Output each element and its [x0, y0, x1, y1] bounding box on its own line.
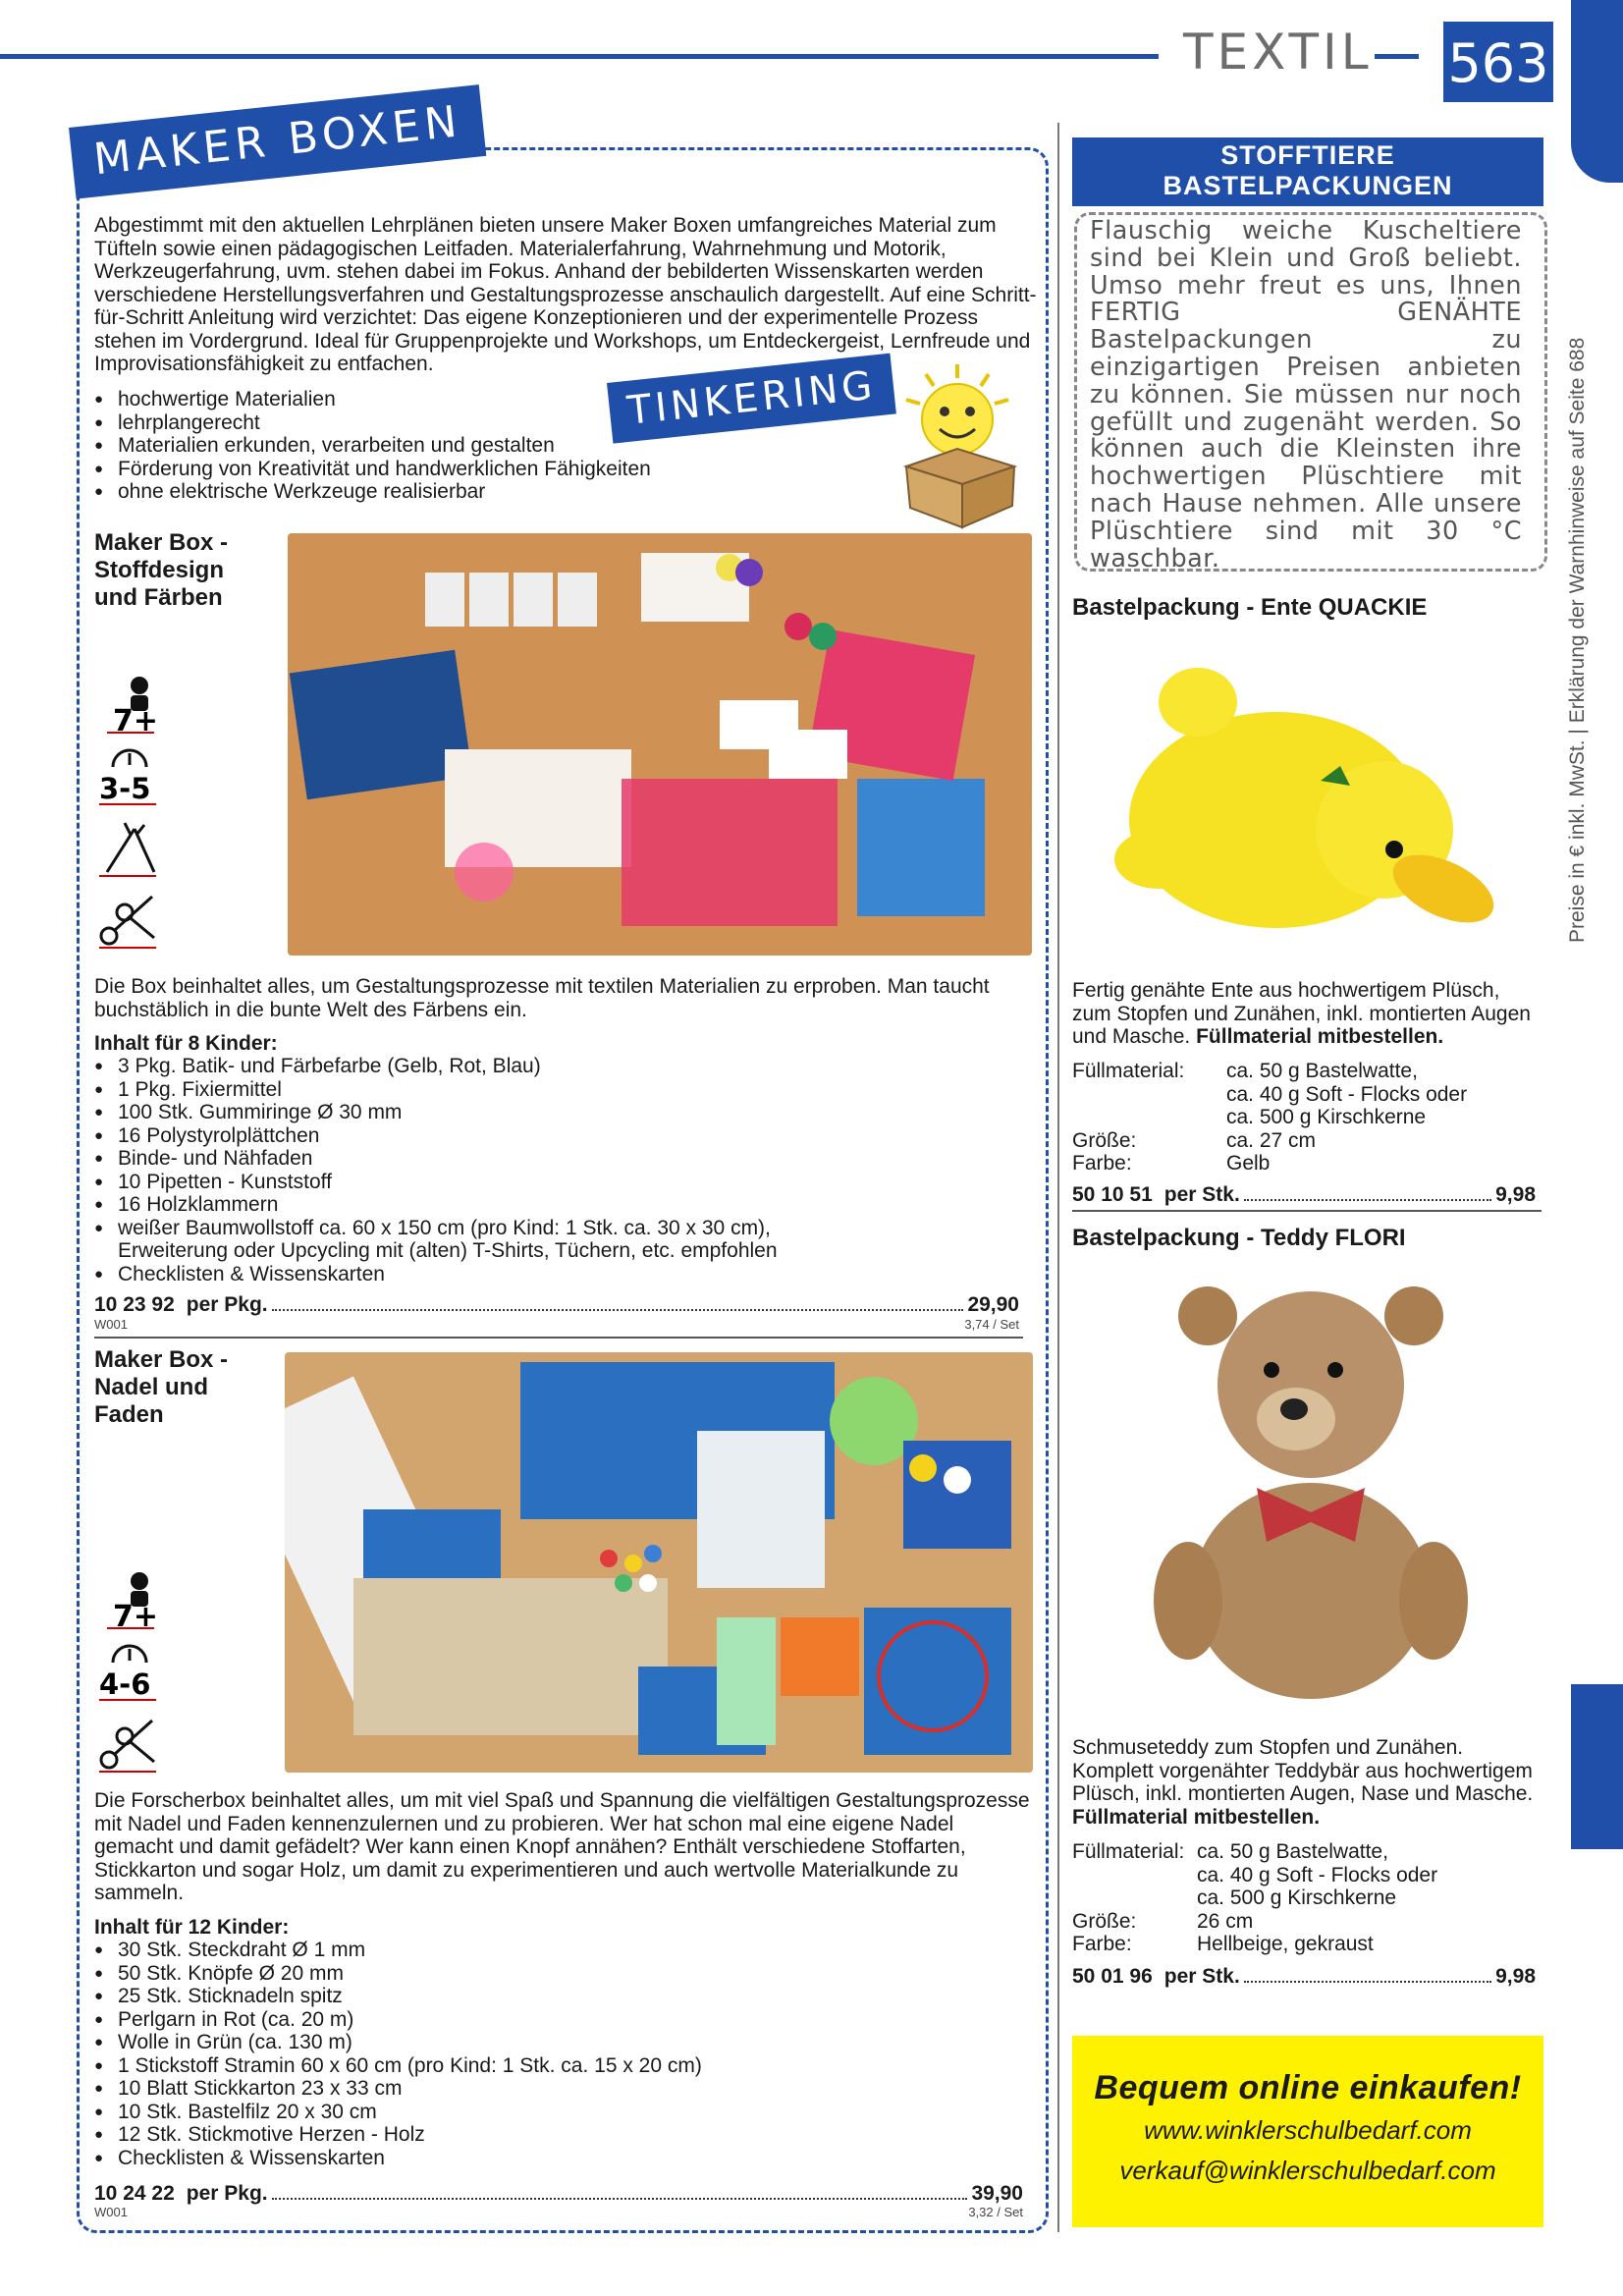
- spec-value: ca. 40 g Soft - Flocks oder: [1226, 1082, 1468, 1106]
- section-title: TEXTIL: [1183, 24, 1373, 81]
- list-item: ● Förderung von Kreativität und handwerklichen Fähigkeiten: [94, 458, 723, 481]
- spec-value: ca. 27 cm: [1226, 1128, 1317, 1152]
- age-label: 7+: [113, 1600, 159, 1630]
- time-icon: [95, 747, 164, 806]
- ente-description: [1072, 979, 1543, 1049]
- list-item: ● 10 Blatt Stickkarton 23 x 33 cm: [94, 2077, 880, 2101]
- heading-line: BASTELPACKUNGEN: [1163, 171, 1453, 200]
- teddy-title: Bastelpackung - Teddy FLORI: [1072, 1225, 1406, 1251]
- spec-label: Farbe:: [1072, 1933, 1132, 1955]
- spec-value: ca. 500 g Kirschkerne: [1226, 1106, 1427, 1128]
- spec-label: Füllmaterial:: [1072, 1060, 1185, 1082]
- tinkering-badge: TINKERING: [607, 354, 896, 444]
- spec-value: ca. 500 g Kirschkerne: [1197, 1886, 1397, 1909]
- contents-heading: Inhalt für 8 Kinder:: [94, 1032, 278, 1055]
- list-item: ● 30 Stk. Steckdraht Ø 1 mm: [94, 1939, 880, 1962]
- pliers-icon: [95, 819, 164, 878]
- spec-label: Farbe:: [1072, 1152, 1132, 1175]
- product2-photo: [285, 1352, 1033, 1773]
- product1-title: Maker Box - Stoffdesign und Färben: [94, 529, 229, 611]
- product1-contents: [94, 1032, 1037, 1285]
- leader-dots: [1244, 1965, 1491, 1983]
- list-item: ● Wolle in Grün (ca. 130 m): [94, 2031, 880, 2054]
- ente-title: Bastelpackung - Ente QUACKIE: [1072, 594, 1428, 621]
- list-item: ● lehrplangerecht: [94, 411, 723, 435]
- product1-icons: [95, 676, 164, 962]
- ente-desc-bold: Füllmaterial mitbestellen.: [1196, 1025, 1444, 1048]
- list-item: ● Checklisten & Wissenskarten: [94, 1263, 880, 1286]
- teddy-specs: [1072, 1840, 1543, 1956]
- header-rule-right: [1375, 54, 1419, 59]
- scissors-icon: [95, 1715, 164, 1774]
- ente-photo: [1100, 633, 1512, 967]
- age-icon: [95, 676, 164, 735]
- spec-label: Größe:: [1072, 1909, 1137, 1933]
- order-number: 10 24 22: [94, 2182, 175, 2205]
- product2-contents: [94, 1916, 1037, 2169]
- sun-box-illustration: [889, 358, 1036, 530]
- spec-value: ca. 50 g Bastelwatte,: [1226, 1060, 1418, 1082]
- shop-online-banner: [1072, 2036, 1543, 2227]
- age-icon: [95, 1571, 164, 1630]
- spec-value: ca. 50 g Bastelwatte,: [1197, 1840, 1388, 1863]
- list-item: ● 3 Pkg. Batik- und Färbefarbe (Gelb, Rot, Blau): [94, 1055, 880, 1078]
- list-item: ● Binde- und Nähfaden: [94, 1147, 880, 1171]
- thumb-tab-mid: [1571, 1684, 1623, 1849]
- spec-value: Gelb: [1226, 1152, 1271, 1175]
- ente-specs: [1072, 1060, 1543, 1175]
- price: 9,98: [1495, 1183, 1536, 1206]
- order-unit: per Stk.: [1163, 1965, 1240, 1988]
- product2-icons: [95, 1571, 164, 1786]
- email-link[interactable]: verkauf@winklerschulbedarf.com: [1119, 2156, 1496, 2185]
- list-item: ● 25 Stk. Sticknadeln spitz: [94, 1985, 880, 2008]
- maker-boxen-badge: MAKER BOXEN: [69, 84, 487, 199]
- spec-value: Hellbeige, gekraust: [1197, 1933, 1374, 1955]
- order-number: 50 10 51: [1072, 1183, 1153, 1206]
- leader-dots: [272, 1293, 964, 1311]
- time-label: 4-6: [99, 1667, 151, 1701]
- unit-price: 3,32 / Set: [968, 2205, 1023, 2219]
- header-rule-left: [0, 54, 1159, 59]
- list-item: ● hochwertige Materialien: [94, 388, 723, 411]
- teddy-desc-bold: Füllmaterial mitbestellen.: [1072, 1805, 1321, 1829]
- list-item: ● 10 Pipetten - Kunststoff: [94, 1171, 880, 1194]
- list-item: ● 100 Stk. Gummiringe Ø 30 mm: [94, 1101, 880, 1124]
- order-number: 10 23 92: [94, 1293, 175, 1316]
- maker-intro: Abgestimmt mit den aktuellen Lehrplänen bieten unsere Maker Boxen umfangreiches Material zum Tüfteln sowie einen pädagogischen Leitfaden. Materialerfahrung, Wahrnehmung und Motorik, Werkzeugerfahrung, uvm. stehen dabei im Fokus. Anhand der bebilderten Wissenskarten werden verschiedene Herstellungsverfahren und Gestaltungsprozesse anschaulich dargestellt. Auf eine Schritt-für-Schritt Anleitung wird verzichtet: Das eigene Konzeptionieren und der experimentelle Prozess stehen im Vordergrund. Ideal für Gruppenprojekte und Workshops, um Entdeckergeist, Lernfreude und Improvisationsfähigkeit zu entfachen.: [94, 214, 1037, 375]
- teddy-desc-text: Schmuseteddy zum Stopfen und Zunähen. Komplett vorgenähter Teddybär aus hochwertigem Plüsch, inkl. montierten Augen, Nase und Masche.: [1072, 1736, 1534, 1805]
- product1-photo: [288, 533, 1032, 956]
- ente-desc-text: Fertig genähte Ente aus hochwertigem Plüsch, zum Stopfen und Zunähen, inkl. montierten Augen und Masche.: [1072, 979, 1531, 1048]
- price: 39,90: [971, 2182, 1023, 2205]
- time-icon: [95, 1643, 164, 1702]
- spec-value: ca. 40 g Soft - Flocks oder: [1197, 1863, 1438, 1886]
- unit-price: 3,74 / Set: [964, 1317, 1019, 1332]
- product2-order-row: [94, 2182, 1023, 2206]
- column-divider: [1057, 123, 1059, 2232]
- side-note: Preise in € inkl. MwSt. | Erklärung der Warnhinweise auf Seite 688: [1566, 337, 1589, 943]
- time-label: 3-5: [99, 772, 151, 805]
- shop-url-link[interactable]: www.winklerschulbedarf.com: [1144, 2115, 1472, 2145]
- spec-label: Größe:: [1072, 1128, 1137, 1152]
- list-item: ● 50 Stk. Knöpfe Ø 20 mm: [94, 1962, 880, 1986]
- price: 29,90: [967, 1293, 1019, 1316]
- age-label: 7+: [113, 704, 159, 735]
- list-item: ● Perlgarn in Rot (ca. 20 m): [94, 2008, 880, 2032]
- list-item: ● 12 Stk. Stickmotive Herzen - Holz: [94, 2123, 880, 2147]
- list-item: ● 10 Stk. Bastelfilz 20 x 30 cm: [94, 2101, 880, 2124]
- product-separator: [1072, 1210, 1542, 1212]
- order-unit: per Pkg.: [186, 2182, 268, 2205]
- order-number: 50 01 96: [1072, 1965, 1153, 1988]
- warning-code: W001: [94, 1317, 128, 1332]
- list-item: ● Materialien erkunden, verarbeiten und gestalten: [94, 434, 723, 458]
- stofftiere-intro: Flauschig weiche Kuscheltiere sind bei Klein und Groß beliebt. Umso mehr freut es uns, Ihnen FERTIG GENÄHTE Bastelpackungen zu einzigartigen Preisen anbieten zu können. Sie müssen nur noch gefüllt und zugenäht werden. So können auch die Kleinsten ihre hochwertigen Plüschtiere mit nach Hause nehmen. Alle unsere Plüschtiere sind mit 30 °C waschbar.: [1090, 216, 1522, 574]
- list-item: ● 1 Pkg. Fixiermittel: [94, 1078, 880, 1102]
- product2-title: Maker Box - Nadel und Faden: [94, 1346, 229, 1428]
- scissors-icon: [95, 891, 164, 950]
- spec-label: Füllmaterial:: [1072, 1840, 1185, 1863]
- teddy-description: [1072, 1736, 1543, 1829]
- leader-dots: [272, 2182, 968, 2200]
- product2-description: Die Forscherbox beinhaltet alles, um mit viel Spaß und Spannung die vielfältigen Gestaltungsprozesse mit Nadel und Faden kennenzulernen und zu probieren. Wer hat schon mal eine eigene Nadel gemacht und damit gefädelt? Wer kann einen Knopf annähen? Enthält verschiedene Stoffarten, Stickkarton und sogar Holz, um damit zu experimentieren und auch wertvolle Materialkunde zu sammeln.: [94, 1789, 1030, 1904]
- product1-order-row: [94, 1293, 1019, 1317]
- page-number: 563: [1443, 22, 1553, 102]
- stofftiere-heading: [1072, 137, 1543, 206]
- ente-order-row: [1072, 1183, 1536, 1207]
- contents-heading: Inhalt für 12 Kinder:: [94, 1916, 290, 1939]
- product1-description: Die Box beinhaltet alles, um Gestaltungsprozesse mit textilen Materialien zu erproben. Man taucht buchstäblich in die bunte Welt des Färbens ein.: [94, 975, 990, 1021]
- order-unit: per Pkg.: [186, 1293, 268, 1316]
- list-item: ● weißer Baumwollstoff ca. 60 x 150 cm (pro Kind: 1 Stk. ca. 30 x 30 cm), Erweiterung oder Upcycling mit (alten) T-Shirts, Tüchern, etc. empfohlen: [94, 1217, 880, 1263]
- list-item: ● 16 Polystyrolplättchen: [94, 1124, 880, 1148]
- spec-value: 26 cm: [1197, 1909, 1254, 1933]
- list-item: ● ohne elektrische Werkzeuge realisierbar: [94, 480, 723, 504]
- teddy-order-row: [1072, 1965, 1536, 1989]
- order-unit: per Stk.: [1163, 1183, 1240, 1206]
- banner-headline: Bequem online einkaufen!: [1094, 2069, 1522, 2106]
- warning-code: W001: [94, 2205, 128, 2219]
- list-item: ● 16 Holzklammern: [94, 1193, 880, 1217]
- price: 9,98: [1495, 1965, 1536, 1988]
- leader-dots: [1244, 1183, 1491, 1201]
- teddy-photo: [1149, 1277, 1473, 1709]
- product-separator: [94, 1337, 1023, 1339]
- list-item: ● Checklisten & Wissenskarten: [94, 2147, 880, 2170]
- heading-line: STOFFTIERE: [1220, 140, 1395, 170]
- thumb-tab-top: [1571, 0, 1623, 183]
- list-item: ● 1 Stickstoff Stramin 60 x 60 cm (pro Kind: 1 Stk. ca. 15 x 20 cm): [94, 2054, 880, 2078]
